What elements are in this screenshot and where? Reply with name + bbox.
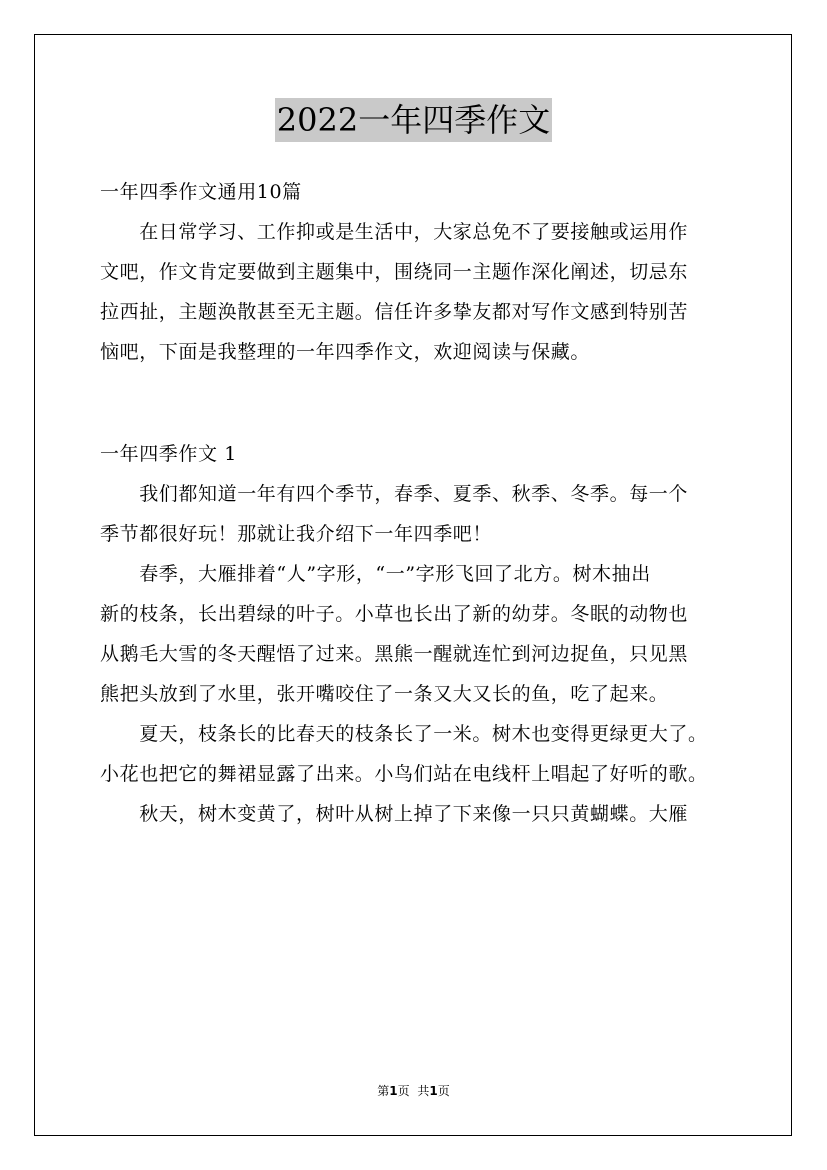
page-footer (0, 1082, 827, 1099)
total-suffix: 页 (437, 1084, 450, 1098)
intro-line: 拉西扯，主题涣散甚至无主题。信任许多挚友都对写作文感到特别苦 (100, 301, 689, 323)
intro-line: 文吧，作文肯定要做到主题集中，围绕同一主题作深化阐述，切忌东 (100, 261, 689, 283)
body-line: 春季，大雁排着“人”字形，“一”字形飞回了北方。树木抽出 (100, 563, 651, 585)
page-number: 1 (389, 1084, 398, 1098)
section-heading: 一年四季作文 1 (100, 443, 237, 465)
subtitle: 一年四季作文通用10篇 (100, 181, 302, 203)
body-line: 从鹅毛大雪的冬天醒悟了过来。黑熊一醒就连忙到河边捉鱼，只见黑 (100, 643, 689, 665)
body-line: 季节都很好玩！那就让我介绍下一年四季吧！ (100, 523, 493, 545)
total-pages: 1 (429, 1084, 438, 1098)
intro-line: 在日常学习、工作抑或是生活中，大家总免不了要接触或运用作 (100, 221, 689, 243)
body-line: 秋天，树木变黄了，树叶从树上掉了下来像一只只黄蝴蝶。大雁 (100, 803, 689, 825)
document-title: 2022一年四季作文 (275, 98, 552, 142)
page-prefix: 第 (377, 1084, 390, 1098)
body-line: 新的枝条，长出碧绿的叶子。小草也长出了新的幼芽。冬眠的动物也 (100, 603, 689, 625)
page-suffix: 页 (397, 1084, 410, 1098)
title-wrap (0, 98, 827, 142)
total-prefix: 共 (417, 1084, 430, 1098)
body-line: 我们都知道一年有四个季节，春季、夏季、秋季、冬季。每一个 (100, 483, 689, 505)
body-line: 小花也把它的舞裙显露了出来。小鸟们站在电线杆上唱起了好听的歌。 (100, 763, 708, 785)
intro-line: 恼吧，下面是我整理的一年四季作文，欢迎阅读与保藏。 (100, 341, 591, 363)
body-line: 夏天，枝条长的比春天的枝条长了一米。树木也变得更绿更大了。 (100, 723, 708, 745)
paragraph-gap (100, 372, 730, 434)
body-line: 熊把头放到了水里，张开嘴咬住了一条又大又长的鱼，吃了起来。 (100, 683, 669, 705)
document-content (100, 172, 730, 834)
